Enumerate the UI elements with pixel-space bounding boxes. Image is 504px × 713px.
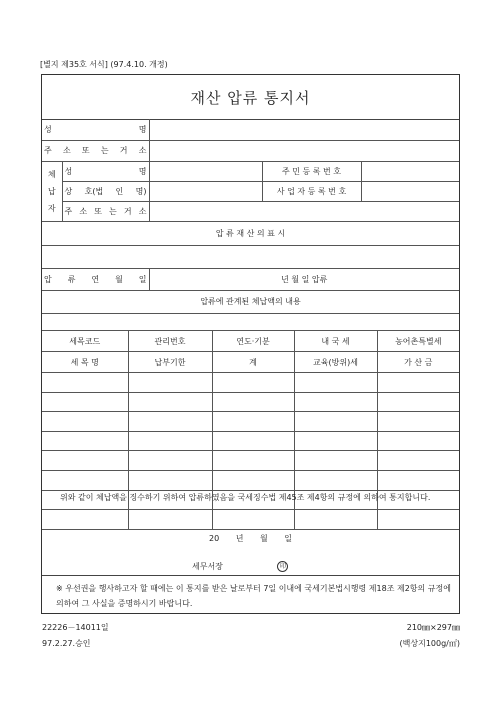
table-cell[interactable] xyxy=(42,451,128,471)
table-cell[interactable] xyxy=(212,373,294,393)
col-tax-name: 세 목 명 xyxy=(42,352,128,373)
col-rural-tax: 농어촌특별세 xyxy=(377,331,459,352)
table-cell[interactable] xyxy=(42,392,128,412)
col-education-tax: 교육(방위)세 xyxy=(294,352,377,373)
form-code: 22226－14011일 xyxy=(42,623,109,632)
paper-spec: (백상지100g/㎡) xyxy=(399,639,460,648)
col-total: 계 xyxy=(212,352,294,373)
seized-property-header: 압 류 재 산 의 표 시 xyxy=(42,221,459,245)
notice-body: 위와 같이 체납액을 징수하기 위하여 압류하였음을 국세징수법 제45조 제4항의 규정에 의하여 통지합니다. xyxy=(60,493,431,502)
table-cell[interactable] xyxy=(294,451,377,471)
approval-date: 97.2.27.승인 xyxy=(42,639,91,648)
table-cell[interactable] xyxy=(42,412,128,432)
taxpayer-name-label: 성 명 xyxy=(62,161,149,181)
col-due-date: 납부기한 xyxy=(128,352,212,373)
resident-no-label: 주 민 등 록 번 호 xyxy=(262,161,361,181)
table-cell[interactable] xyxy=(42,431,128,451)
table-cell[interactable] xyxy=(294,392,377,412)
table-cell[interactable] xyxy=(42,373,128,393)
taxpayer-address-label: 주 소 또 는 거 소 xyxy=(62,201,149,221)
table-cell[interactable] xyxy=(128,373,212,393)
col-tax-code: 세목코드 xyxy=(42,331,128,352)
taxpayer-name-value[interactable] xyxy=(149,161,262,181)
taxpayer-group-label xyxy=(42,161,62,221)
taxpayer-char-2: 납 xyxy=(47,186,56,196)
col-national-tax: 내 국 세 xyxy=(294,331,377,352)
table-cell[interactable] xyxy=(212,392,294,412)
resident-no-value[interactable] xyxy=(361,161,459,181)
remark-text: ※ 우선권을 행사하고자 할 때에는 이 통지를 받은 날로부터 7일 이내에 국세기본법시행령 제18조 제2항의 규정에 의하여 그 사실을 증명하시기 바랍니다. xyxy=(56,584,451,608)
seized-property-value[interactable] xyxy=(42,245,459,268)
trade-name-label: 상 호(법 인 명) xyxy=(62,181,149,201)
col-penalty: 가 산 금 xyxy=(377,352,459,373)
name-label: 성 명 xyxy=(42,119,149,140)
table-cell[interactable] xyxy=(294,412,377,432)
taxpayer-address-value[interactable] xyxy=(149,201,459,221)
table-cell[interactable] xyxy=(128,431,212,451)
seal-icon: 印 xyxy=(277,561,288,572)
remark-section xyxy=(42,575,459,614)
table-cell[interactable] xyxy=(128,412,212,432)
table-cell[interactable] xyxy=(294,431,377,451)
arrears-header: 압류에 관계된 체납액의 내용 xyxy=(42,290,459,313)
info-table xyxy=(42,119,459,314)
table-cell[interactable] xyxy=(377,373,459,393)
trade-name-value[interactable] xyxy=(149,181,262,201)
business-no-value[interactable] xyxy=(361,181,459,201)
table-cell[interactable] xyxy=(128,451,212,471)
tax-office-signature xyxy=(192,561,288,572)
paper-size: 210㎜×297㎜ xyxy=(406,623,460,632)
name-value[interactable] xyxy=(149,119,459,140)
col-mgmt-no: 관리번호 xyxy=(128,331,212,352)
seizure-date-value[interactable]: 년 월 일 압류 xyxy=(149,268,459,290)
notice-date[interactable]: 20 년 월 일 xyxy=(209,534,292,543)
seizure-date-label: 압 류 연 월 일 xyxy=(42,268,149,290)
taxpayer-char-1: 체 xyxy=(47,169,56,179)
table-cell[interactable] xyxy=(377,451,459,471)
business-no-label: 사 업 자 등 록 번 호 xyxy=(262,181,361,201)
table-cell[interactable] xyxy=(377,431,459,451)
address-label: 주 소 또 는 거 소 xyxy=(42,140,149,161)
address-value[interactable] xyxy=(149,140,459,161)
table-cell[interactable] xyxy=(212,412,294,432)
form-reference: [별지 제35호 서식] (97.4.10. 개정) xyxy=(40,60,168,69)
table-cell[interactable] xyxy=(294,373,377,393)
form-frame xyxy=(41,74,460,614)
tax-office-label: 세무서장 xyxy=(192,562,223,571)
taxpayer-char-3: 자 xyxy=(47,203,56,213)
col-year-period: 연도·기분 xyxy=(212,331,294,352)
table-cell[interactable] xyxy=(212,431,294,451)
table-cell[interactable] xyxy=(377,412,459,432)
table-cell[interactable] xyxy=(377,392,459,412)
table-cell[interactable] xyxy=(128,392,212,412)
table-cell[interactable] xyxy=(212,451,294,471)
form-title: 재산 압류 통지서 xyxy=(42,75,459,120)
